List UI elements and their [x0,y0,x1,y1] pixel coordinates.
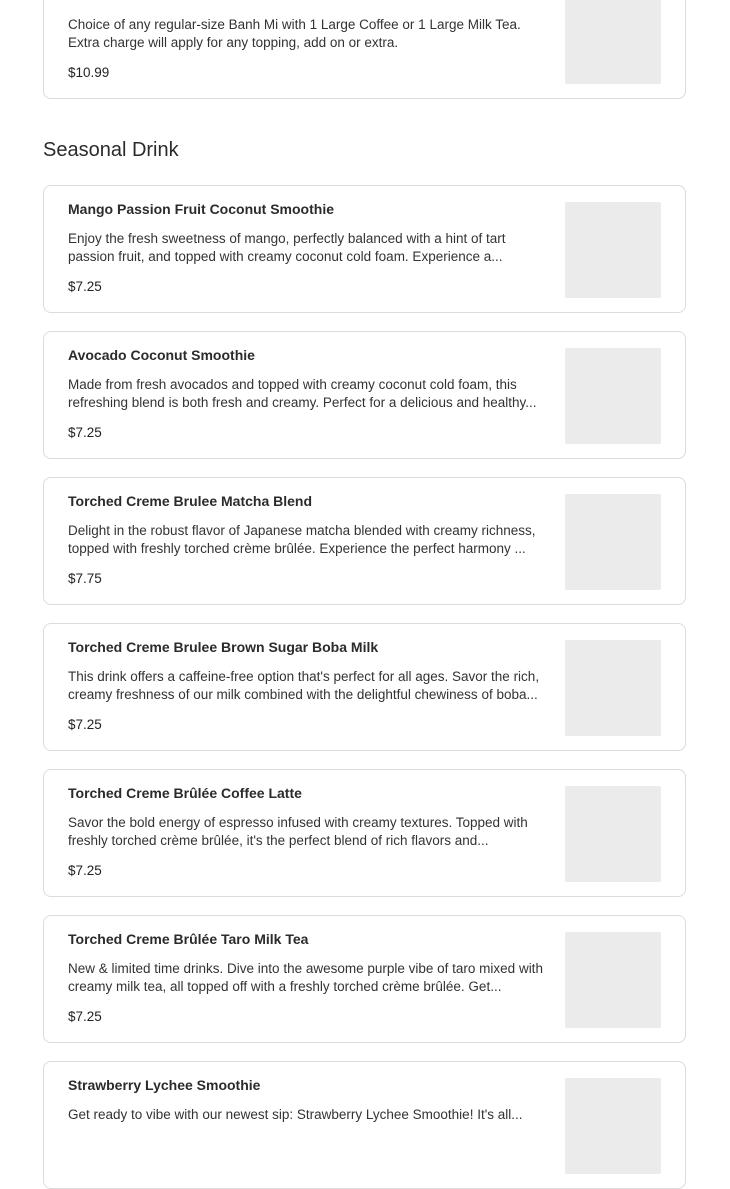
item-price: $7.25 [68,863,102,878]
menu-item-card[interactable] [43,623,686,751]
menu-item-card[interactable] [43,185,686,313]
item-description: Delight in the robust flavor of Japanese matcha blended with creamy richness, topped with freshly torched crème brûlée. Experience the perfect harmony ... [68,523,536,556]
item-image-placeholder [565,0,661,84]
item-name: Torched Creme Brulee Brown Sugar Boba Milk [68,639,379,655]
item-image-placeholder [565,640,661,736]
item-name: Avocado Coconut Smoothie [68,347,255,363]
item-image-placeholder [565,494,661,590]
item-price: $7.25 [68,425,102,440]
item-price: $7.25 [68,279,102,294]
item-name: Torched Creme Brûlée Coffee Latte [68,785,302,801]
menu-item-card[interactable] [43,331,686,459]
item-name: Strawberry Lychee Smoothie [68,1077,261,1093]
menu-item-card-combo[interactable] [43,0,686,99]
item-description: Enjoy the fresh sweetness of mango, perfectly balanced with a hint of tart passion fruit, and topped with creamy coconut cold foam. Experience a... [68,231,506,264]
item-price: $7.25 [68,717,102,732]
item-image-placeholder [565,932,661,1028]
item-image-placeholder [565,786,661,882]
item-description: Get ready to vibe with our newest sip: Strawberry Lychee Smoothie! It's all... [68,1107,523,1122]
menu-item-card[interactable] [43,769,686,897]
item-price: $7.75 [68,571,102,586]
item-description: Savor the bold energy of espresso infused with creamy textures. Topped with freshly torched crème brûlée, it's the perfect blend of rich flavors and... [68,815,528,848]
menu-item-card[interactable] [43,477,686,605]
item-description: Choice of any regular-size Banh Mi with 1 Large Coffee or 1 Large Milk Tea. Extra charge will apply for any topping, add on or extra. [68,17,521,50]
item-name: Mango Passion Fruit Coconut Smoothie [68,201,334,217]
item-image-placeholder [565,202,661,298]
item-description: This drink offers a caffeine-free option that's perfect for all ages. Savor the rich, creamy freshness of our milk combined with the delightful chewiness of boba... [68,669,540,702]
item-price: $10.99 [68,65,110,80]
item-name: Torched Creme Brulee Matcha Blend [68,493,313,509]
menu-item-card[interactable] [43,915,686,1043]
item-image-placeholder [565,1078,661,1174]
menu-item-card[interactable] [43,1061,686,1189]
section-title: Seasonal Drink [43,139,179,161]
item-description: New & limited time drinks. Dive into the awesome purple vibe of taro mixed with creamy milk tea, all topped off with a freshly torched crème brûlée. Get... [68,961,543,994]
item-image-placeholder [565,348,661,444]
item-description: Made from fresh avocados and topped with creamy coconut cold foam, this refreshing blend is both fresh and creamy. Perfect for a delicious and healthy... [68,377,537,410]
item-price: $7.25 [68,1009,102,1024]
item-name: Torched Creme Brûlée Taro Milk Tea [68,931,309,947]
